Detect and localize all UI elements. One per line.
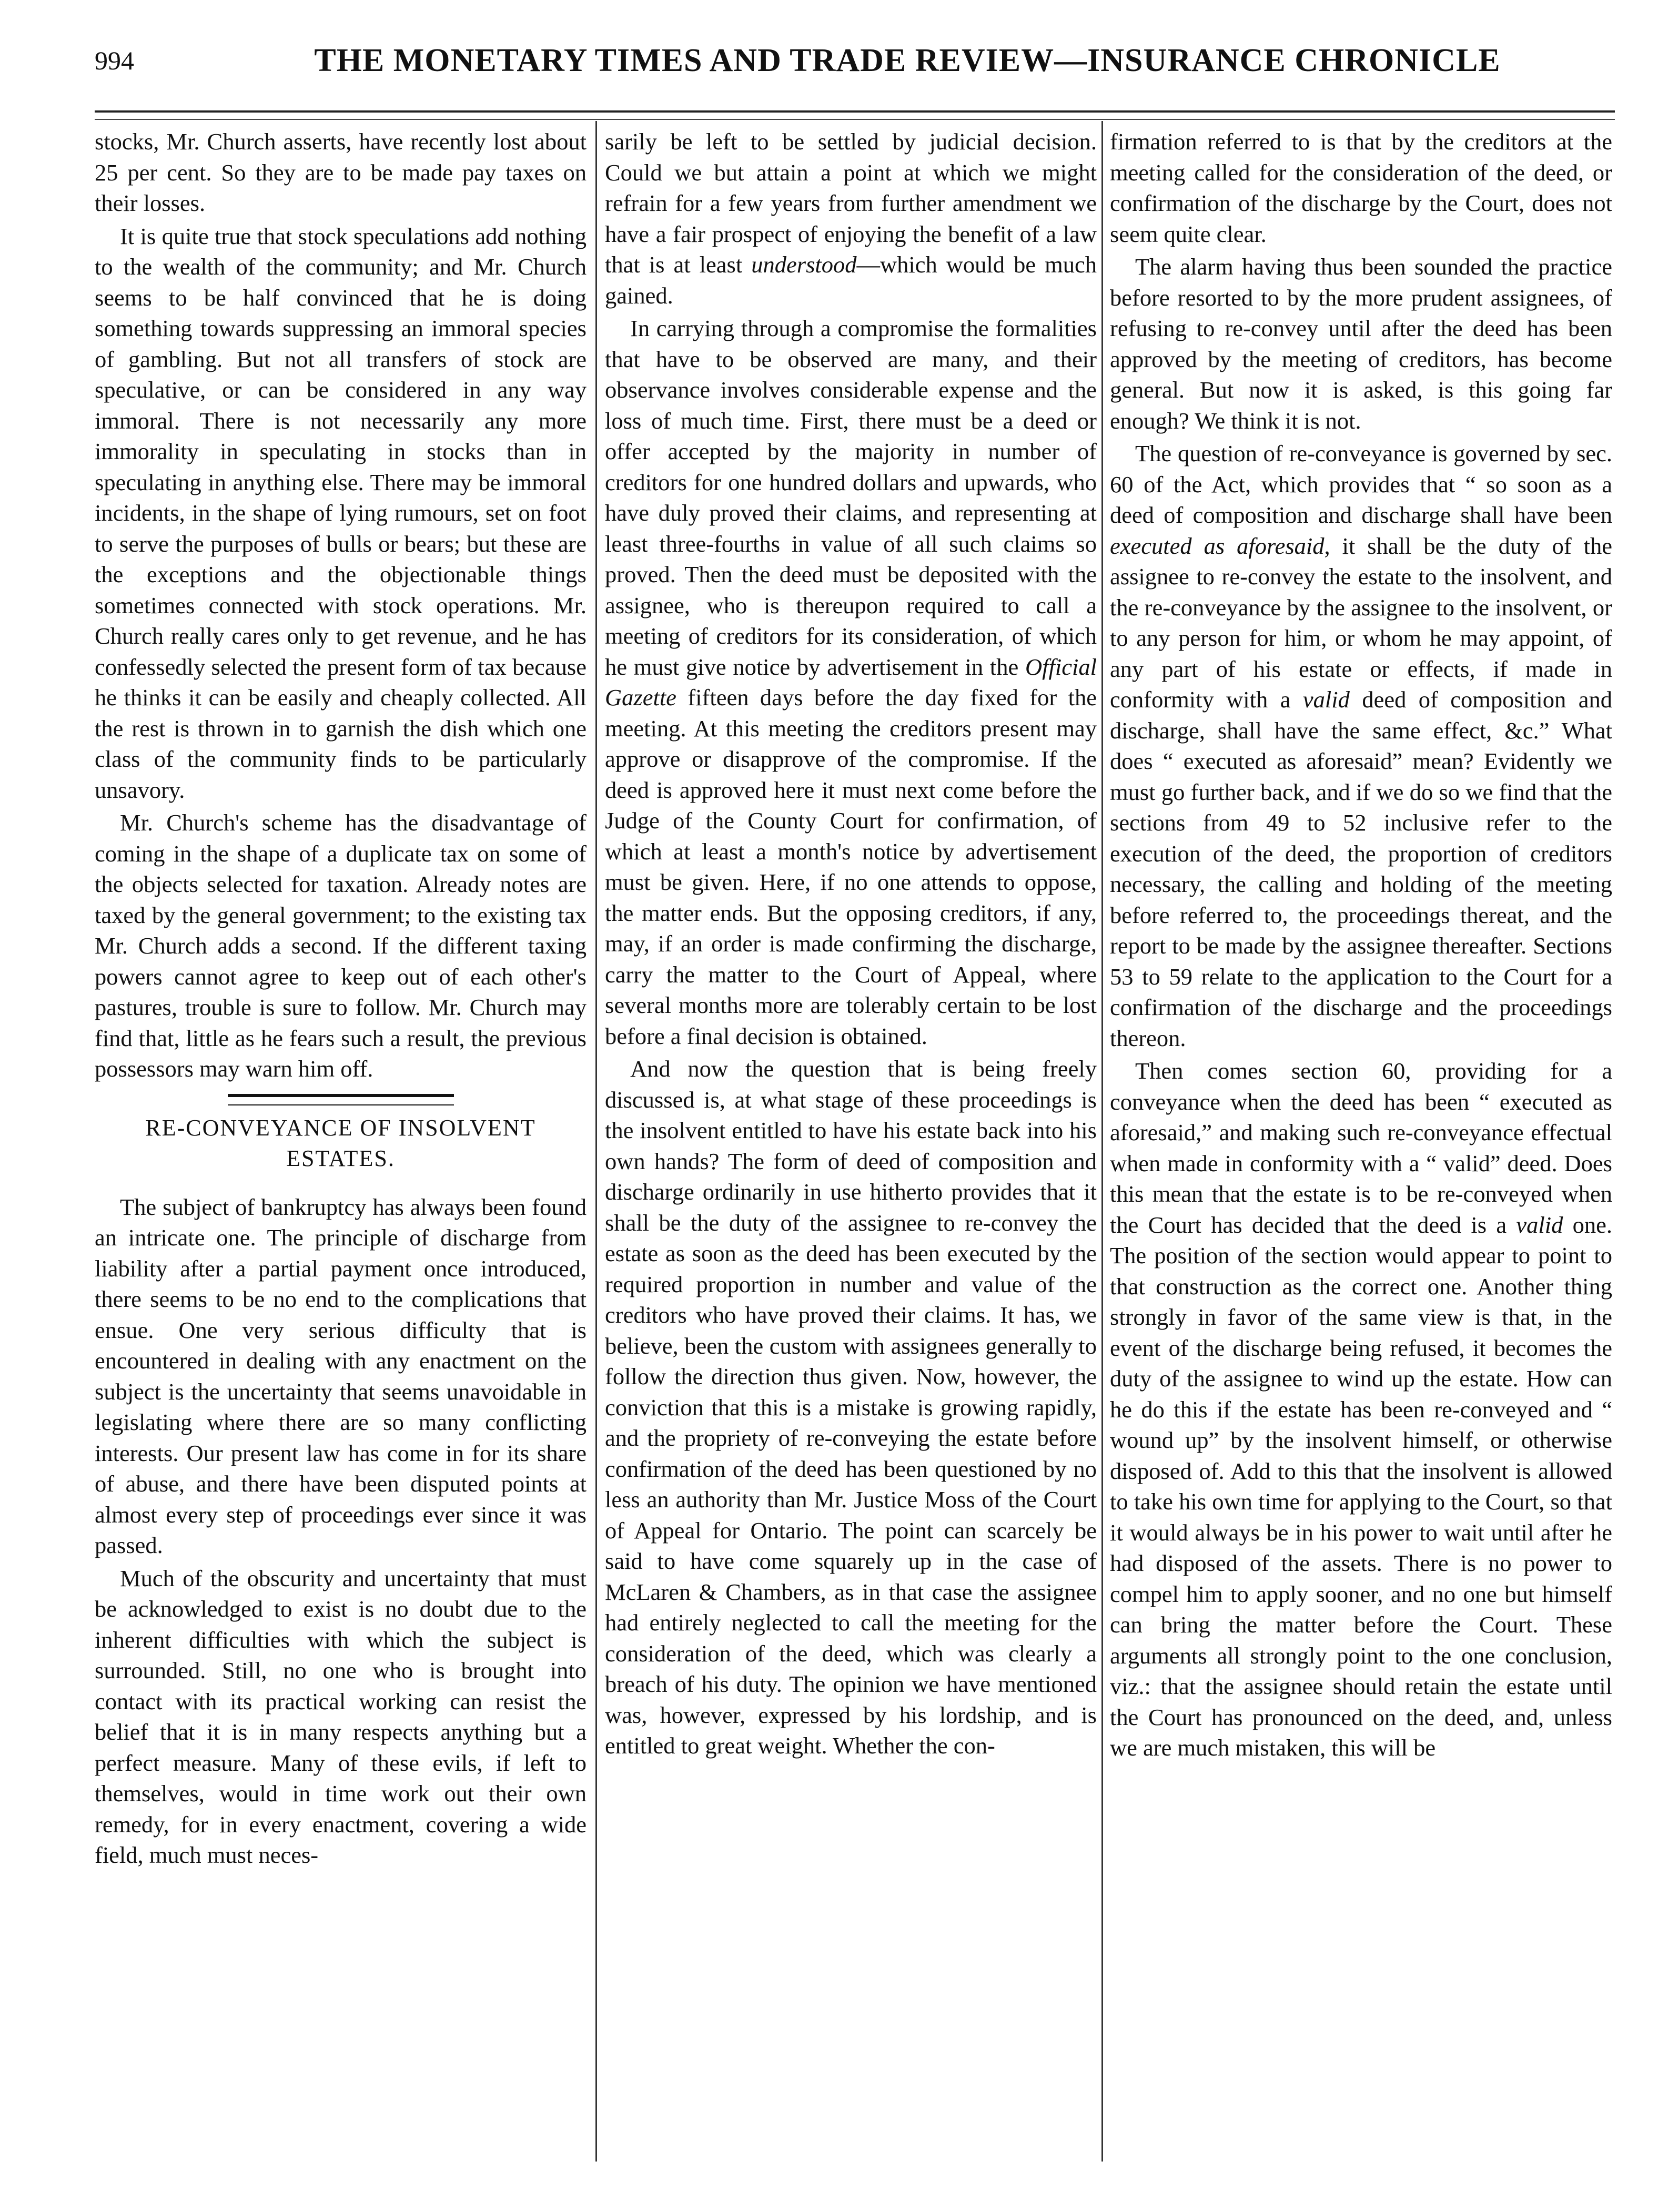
column-divider	[1101, 121, 1103, 2162]
paragraph	[605, 313, 1097, 1051]
paragraph: And now the question that is being freely discussed is, at what stage of these proceedings is the insolvent entitled to have his estate back into his own hands? The form of deed of composition and discharge ordinarily in use hitherto provides that it shall be the duty of the assignee to re-convey the estate as soon as the deed has been executed by the required proportion in number and value of the creditors who have proved their claims. It has, we believe, been the custom with assignees generally to follow the direction thus given. Now, however, the conviction that this is a mistake is growing rapidly, and the propriety of re-conveying the estate before confirmation of the deed has been questioned by no less an authority than Mr. Justice Moss of the Court of Appeal for Ontario. The point can scarcely be said to have come squarely up in the case of McLaren & Chambers, as in that case the assignee had entirely neglected to call the meeting for the consideration of the deed, which was clearly a breach of his duty. The opinion we have mentioned was, however, expressed by his lordship, and is entitled to great weight. Whether the con-	[605, 1056, 1097, 1759]
page-number: 994	[95, 46, 134, 75]
italic-text: executed as aforesaid	[1110, 532, 1325, 559]
paragraph: stocks, Mr. Church asserts, have recently lost about 25 per cent. So they are to be made pay taxes on their losses.	[95, 128, 587, 216]
text-run: Then comes section 60, providing for a conveyance when the deed has been “ executed as aforesaid,” and making such re-conveyance effectual when made in conformity with a “ valid” deed. Does this mean that the estate is to be re-conveyed when the Court has decided that the deed is a	[1110, 1058, 1612, 1238]
paragraph: The subject of bankruptcy has always been found an intricate one. The principle of discharge from liability after a partial payment once introduced, there seems to be no end to the complications that ensue. One very serious difficulty that is encountered in dealing with any enactment on the subject is the uncertainty that seems unavoidable in legislating where there are so many conflicting interests. Our present law has come in for its share of abuse, and there have been disputed points at almost every step of proceedings ever since it was passed.	[95, 1193, 587, 1558]
text-run: The question of re-conveyance is governed by sec. 60 of the Act, which provides that “ so soon as a deed of composition and discharge shall have been	[1110, 440, 1612, 528]
paragraph: Mr. Church's scheme has the disadvantage of coming in the shape of a duplicate tax on some of the objects selected for taxation. Already notes are taxed by the general government; to the existing tax Mr. Church adds a second. If the different taxing powers cannot agree to keep out of each other's pastures, trouble is sure to follow. Mr. Church may find that, little as he fears such a result, the previous possessors may warn him off.	[95, 809, 587, 1082]
paragraph: Much of the obscurity and uncertainty that must be acknowledged to exist is no doubt due to the inherent difficulties with which the subject is surrounded. Still, no one who is brought into contact with its practical working can resist the belief that it is in many respects anything but a perfect measure. Many of these evils, if left to themselves, would in time work out their own remedy, for in every enactment, covering a wide field, much must neces-	[95, 1565, 587, 1868]
header-rule	[95, 110, 1615, 113]
italic-text: understood	[751, 251, 857, 278]
italic-text: Official Gazette	[605, 653, 1097, 711]
text-run: In carrying through a compromise the formalities that have to be observed are many, and their observance involves considerable expense and the loss of much time. First, there must be a deed or offer accepted by the majority in number of creditors for one hundred dollars and upwards, who have duly proved their claims, and representing at least three-fourths in value of all such claims so proved. Then the deed must be deposited with the assignee, who is thereupon required to call a meeting of creditors for its consideration, of which he must give notice by advertisement in the	[605, 315, 1097, 680]
column-divider	[595, 121, 597, 2162]
header-rule-thin	[95, 119, 1615, 120]
text-run: fifteen days before the day fixed for the meeting. At this meeting the creditors present may approve or disapprove of the compromise. If the deed is approved here it must next come before the Judge of the County Court for confirmation, of which at least a month's notice by advertisement must be given. Here, if no one attends to oppose, the matter ends. But the opposing creditors, if any, may, if an order is made confirming the discharge, carry the matter to the Court of Appeal, where several months more are tolerably certain to be lost before a final decision is obtained.	[605, 684, 1097, 1049]
paragraph	[1110, 438, 1612, 1053]
running-title: THE MONETARY TIMES AND TRADE REVIEW—INSURANCE CHRONICLE	[314, 43, 1501, 78]
column-1	[95, 126, 587, 2167]
column-3	[1110, 126, 1612, 2167]
column-2	[605, 126, 1097, 2167]
italic-text: valid	[1516, 1211, 1563, 1238]
paragraph: The alarm having thus been sounded the practice before resorted to by the more prudent assignees, of refusing to re-convey until after the deed has been approved by the meeting of creditors, has become general. But now it is asked, is this going far enough? We think it is not.	[1110, 253, 1612, 434]
text-run: one. The position of the section would appear to point to that construction as the correct one. Another thing strongly in favor of the same view is that, in the event of the discharge being refused, it becomes the duty of the assignee to wind up the estate. How can he do this if the estate has been re-conveyed and “ wound up” by the insolvent himself, or otherwise disposed of. Add to this that the insolvent is allowed to take his own time for applying to the Court, so that it would always be in his power to wait until after he had disposed of the assets. There is no power to compel him to apply sooner, and no one but himself can bring the matter before the Court. These arguments all strongly point to the one conclusion, viz.: that the assignee should retain the estate until the Court has pronounced on the deed, and, unless we are much mistaken, this will be	[1110, 1211, 1612, 1761]
page-header	[95, 42, 1615, 100]
text-run: deed of composition and discharge, shall have the same effect, &c.” What does “ executed as aforesaid” mean? Evidently we must go further back, and if we do so we find that the sections from 49 to 52 inclusive refer to the execution of the deed, the proportion of creditors necessary, the calling and holding of the meeting before referred to, the proceedings thereat, and the report to be made by the assignee thereafter. Sections 53 to 59 relate to the application to the Court for a confirmation of the discharge and the proceedings thereon.	[1110, 686, 1612, 1051]
section-heading: RE-CONVEYANCE OF INSOLVENT ESTATES.	[145, 1114, 536, 1171]
italic-text: valid	[1302, 686, 1350, 713]
paragraph	[1110, 1056, 1612, 1763]
paragraph: It is quite true that stock speculations add nothing to the wealth of the community; and Mr. Church seems to be half convinced that he is doing something towards suppressing an immoral species of gambling. But not all transfers of stock are speculative, or can be considered in any way immoral. There is not necessarily any more immorality in speculating in stocks than in speculating in anything else. There may be immoral incidents, in the shape of lying rumours, set on foot to serve the purposes of bulls or bears; but these are the exceptions and the objectionable things sometimes connected with stock operations. Mr. Church really cares only to get revenue, and he has confessedly selected the present form of tax because he thinks it can be easily and cheaply collected. All the rest is thrown in to garnish the dish which one class of the community finds to be particularly unsavory.	[95, 222, 587, 803]
text-run: —which would be much gained.	[605, 251, 1097, 309]
text-run: sarily be left to be settled by judicial decision. Could we but attain a point at which we might refrain for a few years from further amendment we have a fair prospect of enjoying the benefit of a law that is at least	[605, 128, 1097, 278]
paragraph: firmation referred to is that by the creditors at the meeting called for the consideration of the deed, or confirmation of the discharge by the Court, does not seem quite clear.	[1110, 128, 1612, 247]
paragraph	[605, 126, 1097, 311]
section-separator	[228, 1094, 454, 1105]
text-run: , it shall be the duty of the assignee to re-convey the estate to the insolvent, and the re-conveyance by the assignee to the insolvent, or to any person for him, or whom he may appoint, of any part of his estate or effects, if made in conformity with a	[1110, 532, 1612, 713]
